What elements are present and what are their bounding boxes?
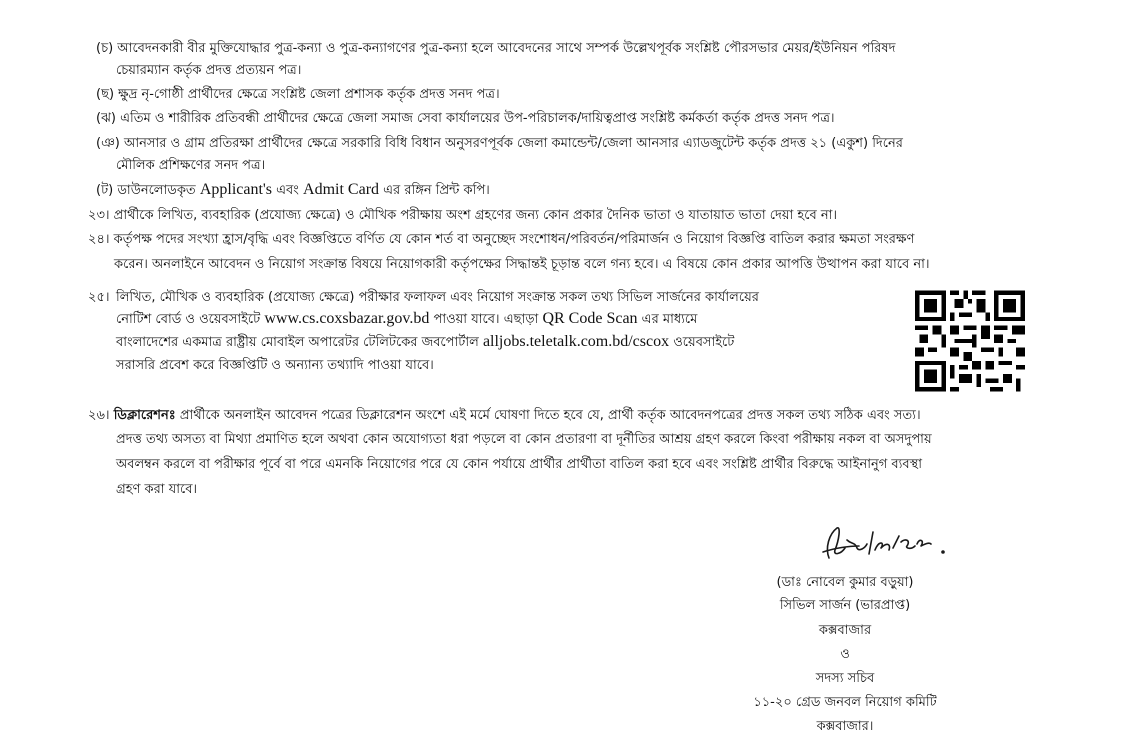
paragraph-26-line4: গ্রহণ করা যাবে। [116,482,198,497]
admit-card-text: Admit Card [303,181,380,198]
paragraph-25-line2 [116,310,697,328]
qr-scan-text: QR Code Scan [542,310,638,327]
item-chha: (ছ) ক্ষুদ্র নৃ-গোষ্ঠী প্রার্থীদের ক্ষেত্রে সংশ্লিষ্ট জেলা প্রশাসক কর্তৃক প্রদত্ত সনদ পত্র। [96,87,500,102]
website-link[interactable]: www.cs.coxsbazar.gov.bd [264,310,430,327]
applicant-text: Applicant's [199,181,273,198]
p25-l3-suffix: ওয়েবসাইটে [669,335,735,350]
signatory-and: ও [840,647,850,662]
p25-l2-mid: পাওয়া যাবে। এছাড়া [429,312,543,327]
item-jha: (ঝ) এতিম ও শারীরিক প্রতিবন্ধী প্রার্থীদের ক্ষেত্রে জেলা সমাজ সেবা কার্যালয়ের উপ-পরিচালক/দায়িত্বপ্রাপ্ত সংশ্লিষ্ট কর্মকর্তা কর্তৃক প্রদত্ত সনদ পত্র। [96,111,835,126]
signatory-name: (ডাঃ নোবেল কুমার বড়ুয়া) [776,575,914,590]
paragraph-25-number: ২৫। [88,290,110,305]
item-ta-prefix: (ট) ডাউনলোডকৃত [96,183,200,198]
paragraph-25-line3 [116,333,734,351]
item-cha-cont: চেয়ারম্যান কর্তৃক প্রদত্ত প্রত্যয়ন পত্র। [116,63,302,78]
declaration-label: ডিক্লারেশনঃ [113,408,176,423]
item-ta [96,181,490,199]
paragraph-25-line1: লিখিত, মৌখিক ও ব্যবহারিক (প্রযোজ্য ক্ষেত্রে) পরীক্ষার ফলাফল এবং নিয়োগ সংক্রান্ত সকল তথ্য সিভিল সার্জনের কার্যালয়ের [116,290,759,305]
p25-l2-suffix: এর মাধ্যমে [637,312,698,327]
item-nya-cont: মৌলিক প্রশিক্ষণের সনদ পত্র। [116,158,266,173]
committee-name: ১১-২০ গ্রেড জনবল নিয়োগ কমিটি [753,695,937,710]
teletalk-link[interactable]: alljobs.teletalk.com.bd/cscox [482,333,670,350]
signatory-title: সিভিল সার্জন (ভারপ্রাপ্ত) [779,598,911,613]
item-ta-suffix: এর রঙ্গিন প্রিন্ট কপি। [379,183,490,198]
paragraph-25-line4: সরাসরি প্রবেশ করে বিজ্ঞপ্তিটি ও অন্যান্য তথ্যাদি পাওয়া যাবে। [116,358,434,373]
item-cha: (চ) আবেদনকারী বীর মুক্তিযোদ্ধার পুত্র-কন্যা ও পুত্র-কন্যাগণের পুত্র-কন্যা হলে আবেদনের সাথে সম্পর্ক উল্লেখপূর্বক সংশ্লিষ্ট পৌরসভার মেয়র/ইউনিয়ন পরিষদ [96,41,896,56]
paragraph-26-number: ২৬। [88,408,110,423]
p25-l2-prefix: নোটিশ বোর্ড ও ওয়েবসাইটে [116,312,265,327]
p25-l3-prefix: বাংলাদেশের একমাত্র রাষ্ট্রীয় মোবাইল অপারেটর টেলিটকের জবপোর্টাল [116,335,483,350]
paragraph-26-text1: প্রার্থীকে অনলাইন আবেদন পত্রের ডিক্লারেশন অংশে এই মর্মে ঘোষণা দিতে হবে যে, প্রার্থী কর্তৃক আবেদনপত্রের প্রদত্ত সকল তথ্য সঠিক এবং সত্য। [175,408,921,423]
item-nya: (ঞ) আনসার ও গ্রাম প্রতিরক্ষা প্রার্থীদের ক্ষেত্রে সরকারি বিধি বিধান অনুসরণপূর্বক জেলা কমান্ডেন্ট/জেলা আনসার এ্যাডজুটেন্ট কর্তৃক প্রদত্ত ২১ (একুশ) দিনের [96,136,903,151]
paragraph-26-line2: প্রদত্ত তথ্য অসত্য বা মিথ্যা প্রমাণিত হলে অথবা কোন অযোগ্যতা ধরা পড়লে বা কোন প্রতারণা বা দূর্নীতির আশ্রয় গ্রহণ করলে কিংবা পরীক্ষায় নকল বা অসদুপায় [116,432,932,447]
item-ta-mid: এবং [272,183,304,198]
paragraph-26-line3: অবলম্বন করলে বা পরীক্ষার পূর্বে বা পরে এমনকি নিয়োগের পরে যে কোন পর্যায়ে প্রার্থীর প্রার্থীতা বাতিল করা হবে এবং সংশ্লিষ্ট প্রার্থীর বিরুদ্ধে আইনানুগ ব্যবস্থা [116,457,923,472]
qr-code-icon[interactable] [915,290,1025,392]
signatory-role: সদস্য সচিব [815,671,875,686]
paragraph-24-line1: ২৪। কর্তৃপক্ষ পদের সংখ্যা হ্রাস/বৃদ্ধি এবং বিজ্ঞপ্তিতে বর্ণিত যে কোন শর্ত বা অনুচ্ছেদ সংশোধন/পরিবর্তন/পরিমার্জন ও নিয়োগ বিজ্ঞপ্তি বাতিল করার ক্ষমতা সংরক্ষণ [88,232,915,247]
paragraph-23: ২৩। প্রার্থীকে লিখিত, ব্যবহারিক (প্রযোজ্য ক্ষেত্রে) ও মৌখিক পরীক্ষায় অংশ গ্রহণের জন্য কোন প্রকার দৈনিক ভাতা ও যাতায়াত ভাতা দেয়া হবে না। [88,208,837,223]
signature-image [815,518,955,568]
paragraph-24-line2: করেন। অনলাইনে আবেদন ও নিয়োগ সংক্রান্ত বিষয়ে নিয়োগকারী কর্তৃপক্ষের সিদ্ধান্তই চূড়ান্ত বলে গন্য হবে। এ বিষয়ে কোন প্রকার আপত্তি উত্থাপন করা যাবে না। [114,257,930,272]
signatory-place: কক্সবাজার [818,623,872,638]
committee-place: কক্সবাজার। [816,719,874,734]
paragraph-26-line1 [88,407,921,424]
